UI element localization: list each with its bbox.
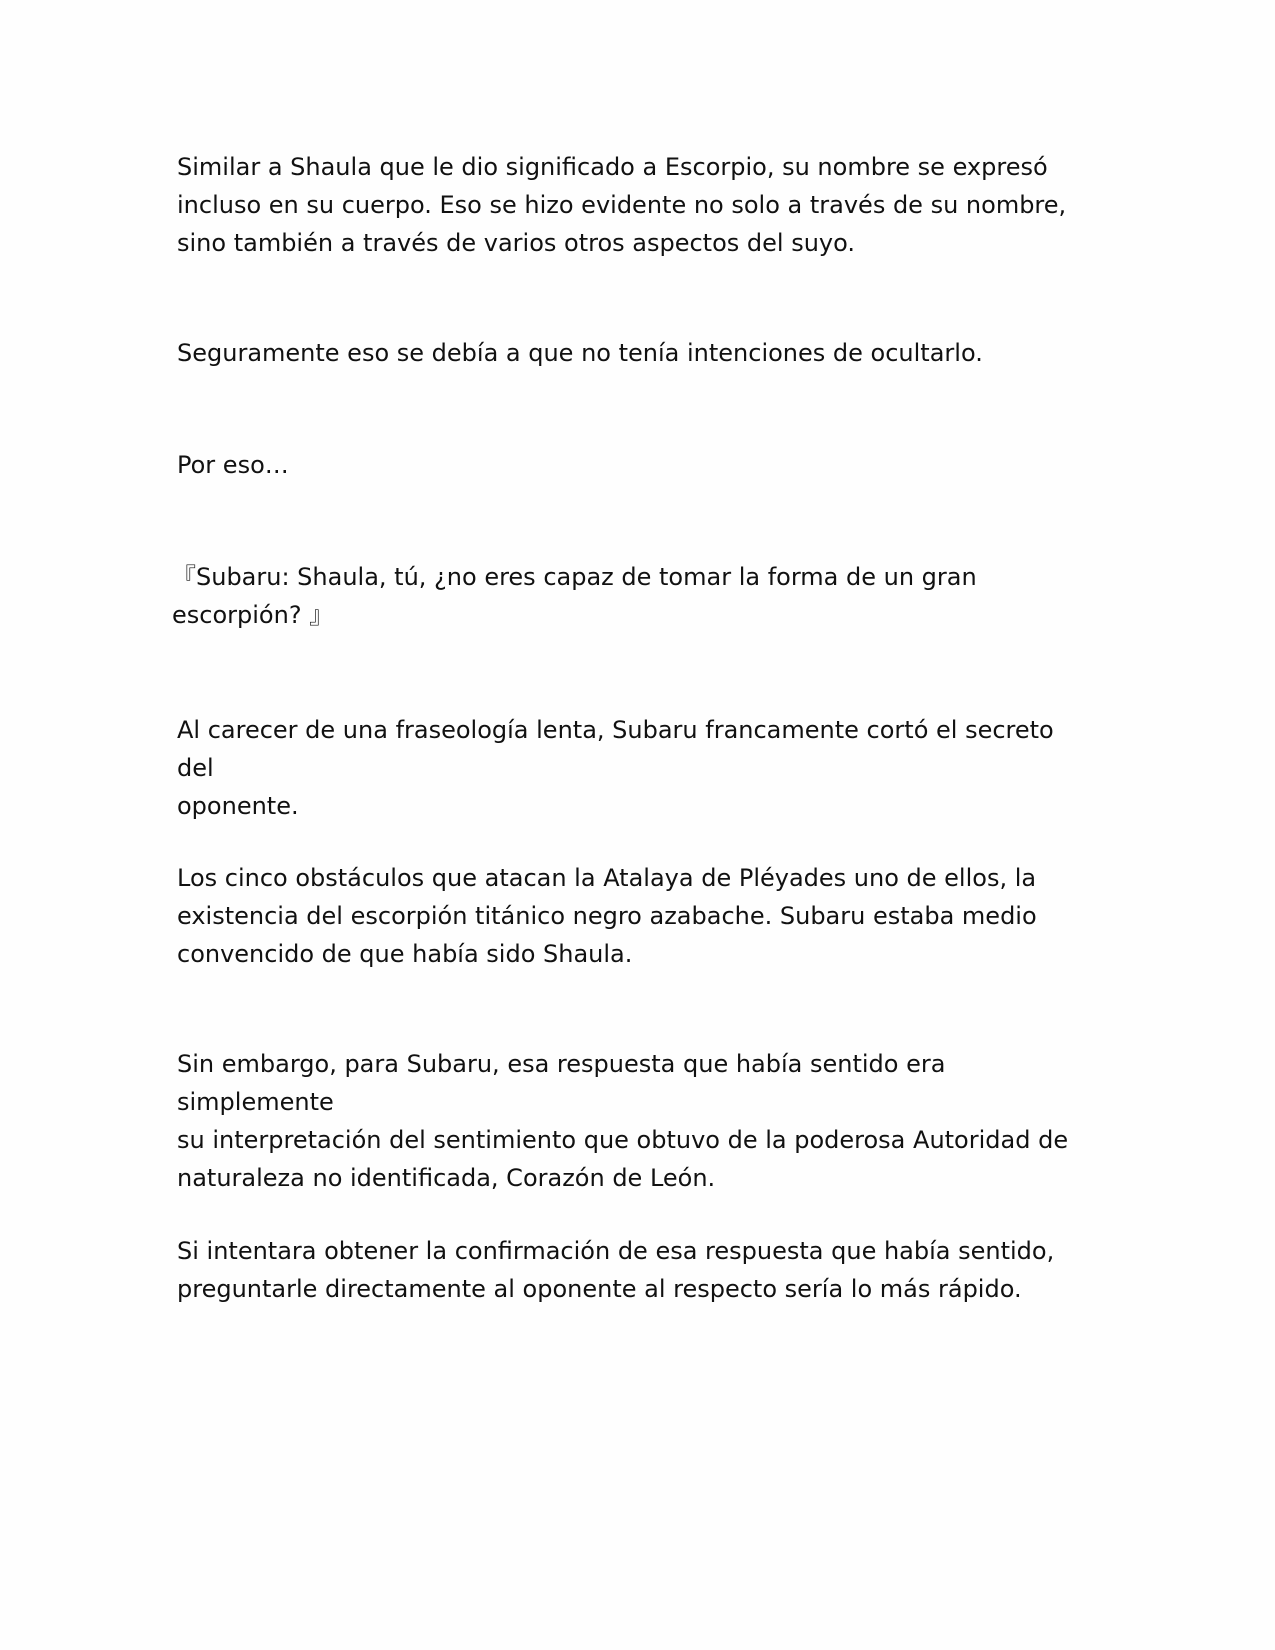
paragraph-6: Los cinco obstáculos que atacan la Atalaya de Pléyades uno de ellos, la existencia del escorpión titánico negro azabache. Subaru estaba medio convencido de que había sido Shaula.	[177, 864, 1037, 968]
paragraph-1: Similar a Shaula que le dio significado a Escorpio, su nombre se expresó incluso en su cuerpo. Eso se hizo evidente no solo a través de su nombre, sino también a través de varios otros aspectos del suyo.	[177, 153, 1067, 257]
paragraph-3: Por eso…	[177, 451, 289, 479]
paragraph-8: Si intentara obtener la confirmación de esa respuesta que había sentido, preguntarle directamente al oponente al respecto sería lo más rápido.	[177, 1237, 1055, 1303]
paragraph-2: Seguramente eso se debía a que no tenía intenciones de ocultarlo.	[177, 339, 983, 367]
paragraph-5: Al carecer de una fraseología lenta, Subaru francamente cortó el secreto del oponente.	[177, 716, 1054, 820]
paragraph-7: Sin embargo, para Subaru, esa respuesta que había sentido era simplemente su interpretación del sentimiento que obtuvo de la poderosa Autoridad de naturaleza no identificada, Corazón de León.	[177, 1050, 1069, 1192]
dialogue-paragraph: 『Subaru: Shaula, tú, ¿no eres capaz de tomar la forma de un gran escorpión? 』	[172, 563, 977, 629]
